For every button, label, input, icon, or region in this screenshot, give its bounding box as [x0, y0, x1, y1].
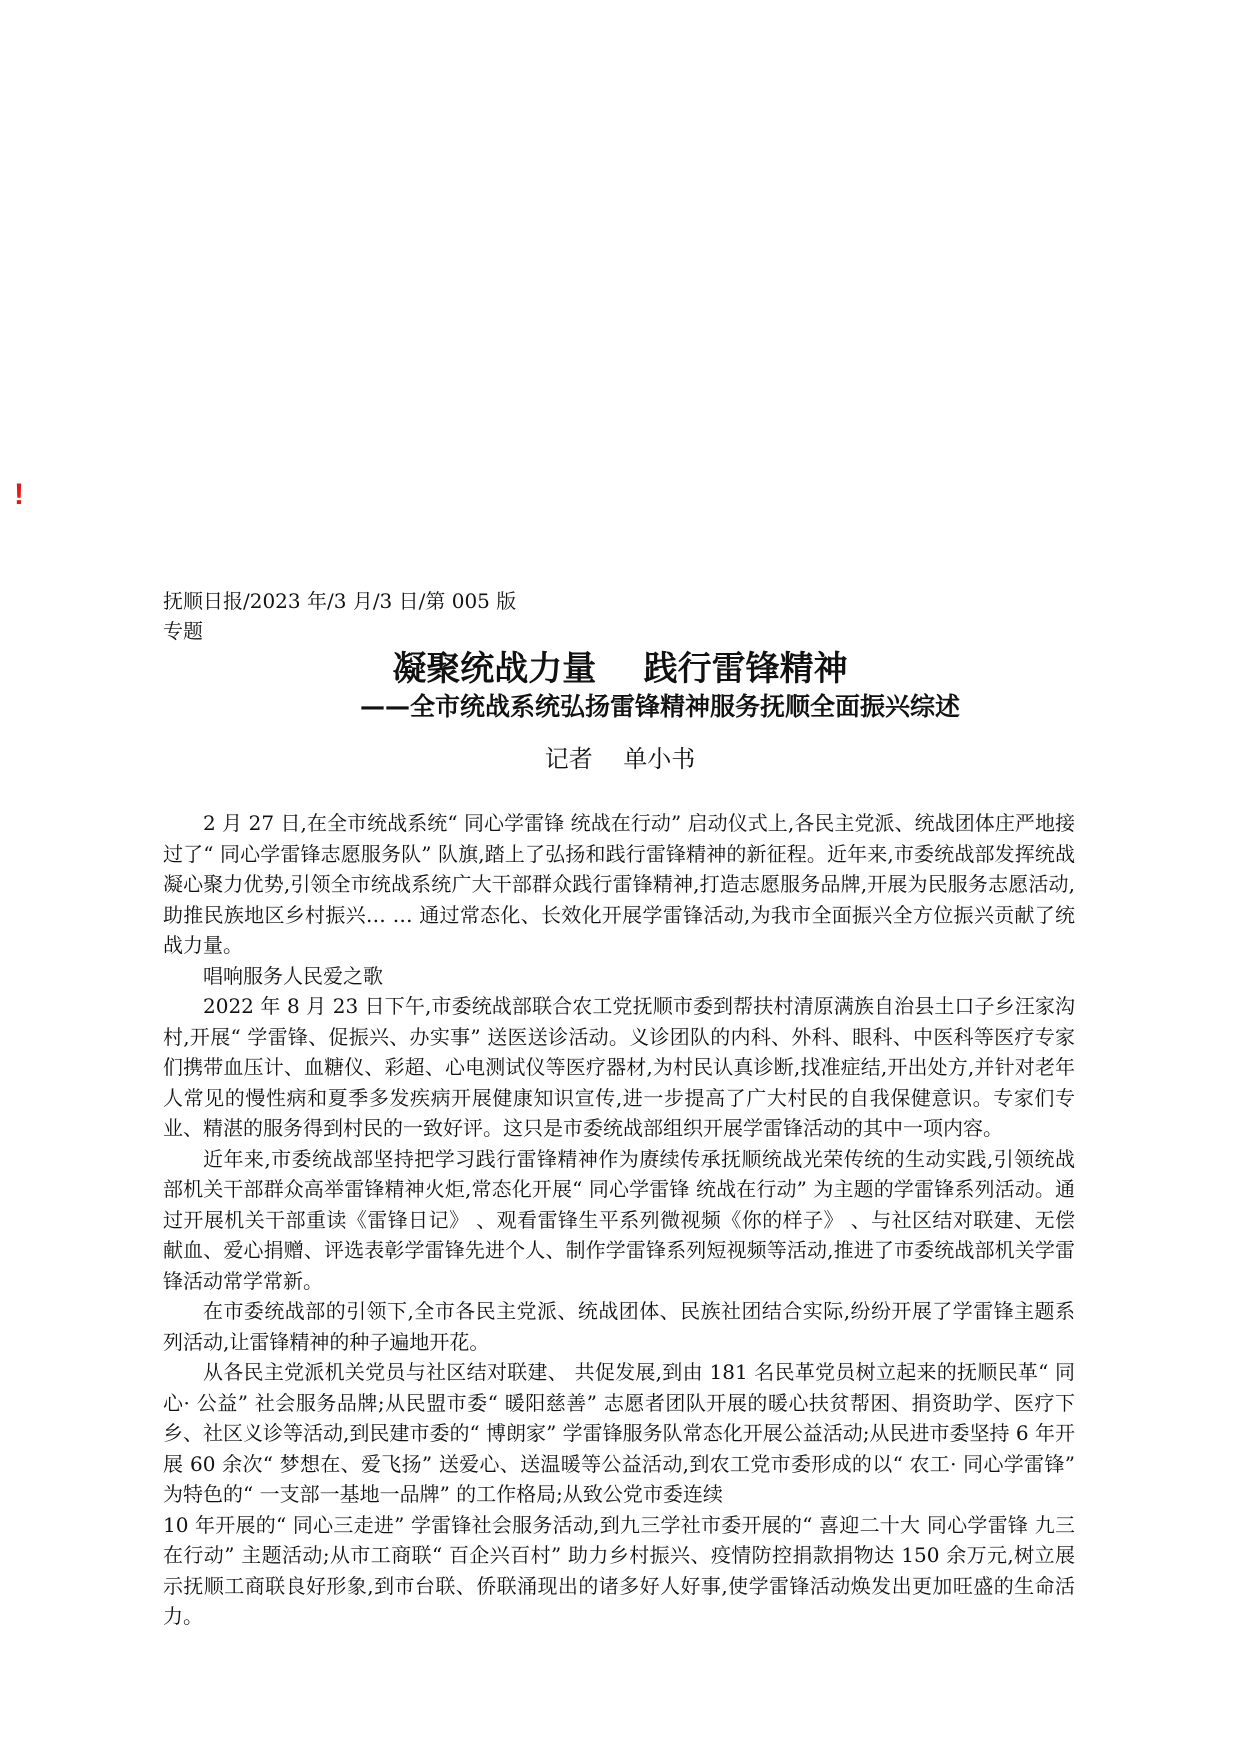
article-subtitle: ——全市统战系统弘扬雷锋精神服务抚顺全面振兴综述 [359, 692, 960, 721]
red-exclamation-mark: ! [14, 478, 24, 511]
newspaper-source-line: 抚顺日报/2023 年/3 月/3 日/第 005 版专题 [163, 589, 517, 643]
paragraph-learning-leifeng: 近年来,市委统战部坚持把学习践行雷锋精神作为赓续传承抚顺统战光荣传统的生动实践,引领统战部机关干部群众高举雷锋精神火炬,常态化开展“ 同心学雷锋 统战在行动” 为主题的学雷锋系列活动。通过开展机关干部重读《雷锋日记》 、观看雷锋生平系列微视频《你的样子》 、与社区结对联建、无偿献血、爱心捐赠、评选表彰学雷锋先进个人、制作学雷锋系列短视频等活动,推进了市委统战部机关学雷锋活动常学常新。 [163, 1146, 1075, 1293]
article-title: 凝聚统战力量 践行雷锋精神 [392, 649, 848, 689]
paragraph-intro: 2 月 27 日,在全市统战系统“ 同心学雷锋 统战在行动” 启动仪式上,各民主党派、统战团体庄严地接过了“ 同心学雷锋志愿服务队” 队旗,踏上了弘扬和践行雷锋精神的新征程。近年来,市委统战部发挥统战凝心聚力优势,引领全市统战系统广大干部群众践行雷锋精神,打造志愿服务品牌,开展为民服务志愿活动,助推民族地区乡村振兴… … 通过常态化、长效化开展学雷锋活动,为我市全面振兴全方位振兴贡献了统战力量。 [163, 811, 1075, 957]
article-body [163, 808, 1075, 1632]
paragraph-medical-visit: 2022 年 8 月 23 日下午,市委统战部联合农工党抚顺市委到帮扶村清原满族自治县土口子乡汪家沟村,开展“ 学雷锋、促振兴、办实事” 送医送诊活动。义诊团队的内科、外科、眼科、中医科等医疗专家们携带血压计、血糖仪、彩超、心电测试仪等医疗器材,为村民认真诊断,找准症结,开出处方,并针对老年人常见的慢性病和夏季多发疾病开展健康知识宣传,进一步提高了广大村民的自我保健意识。专家们专业、精湛的服务得到村民的一致好评。这只是市委统战部组织开展学雷锋活动的其中一项内容。 [163, 994, 1075, 1140]
paragraph-continued: 10 年开展的“ 同心三走进” 学雷锋社会服务活动,到九三学社市委开展的“ 喜迎二十大 同心学雷锋 九三在行动” 主题活动;从市工商联“ 百企兴百村” 助力乡村振兴、疫情防控捐款捐物达 150 余万元,树立展示抚顺工商联良好形象,到市台联、侨联涌现出的诸多好人好事,使学雷锋活动焕发出更加旺盛的生命活力。 [163, 1512, 1075, 1628]
paragraph-party-activities: 从各民主党派机关党员与社区结对联建、 共促发展,到由 181 名民革党员树立起来的抚顺民革“ 同心· 公益” 社会服务品牌;从民盟市委“ 暖阳慈善” 志愿者团队开展的暖心扶贫帮困、捐资助学、医疗下乡、社区义诊等活动,到民建市委的“ 博朗家” 学雷锋服务队常态化开展公益活动;从民进市委坚持 6 年开展 60 余次“ 梦想在、爱飞扬” 送爱心、送温暖等公益活动,到农工党市委形成的以“ 农工· 同心学雷锋” 为特色的“ 一支部一基地一品牌” 的工作格局;从致公党市委连续 [163, 1360, 1075, 1506]
section-heading: 唱响服务人民爱之歌 [203, 963, 383, 988]
article-byline: 记者 单小书 [544, 745, 696, 773]
paragraph-leadership: 在市委统战部的引领下,全市各民主党派、统战团体、民族社团结合实际,纷纷开展了学雷锋主题系列活动,让雷锋精神的种子遍地开花。 [163, 1299, 1075, 1354]
